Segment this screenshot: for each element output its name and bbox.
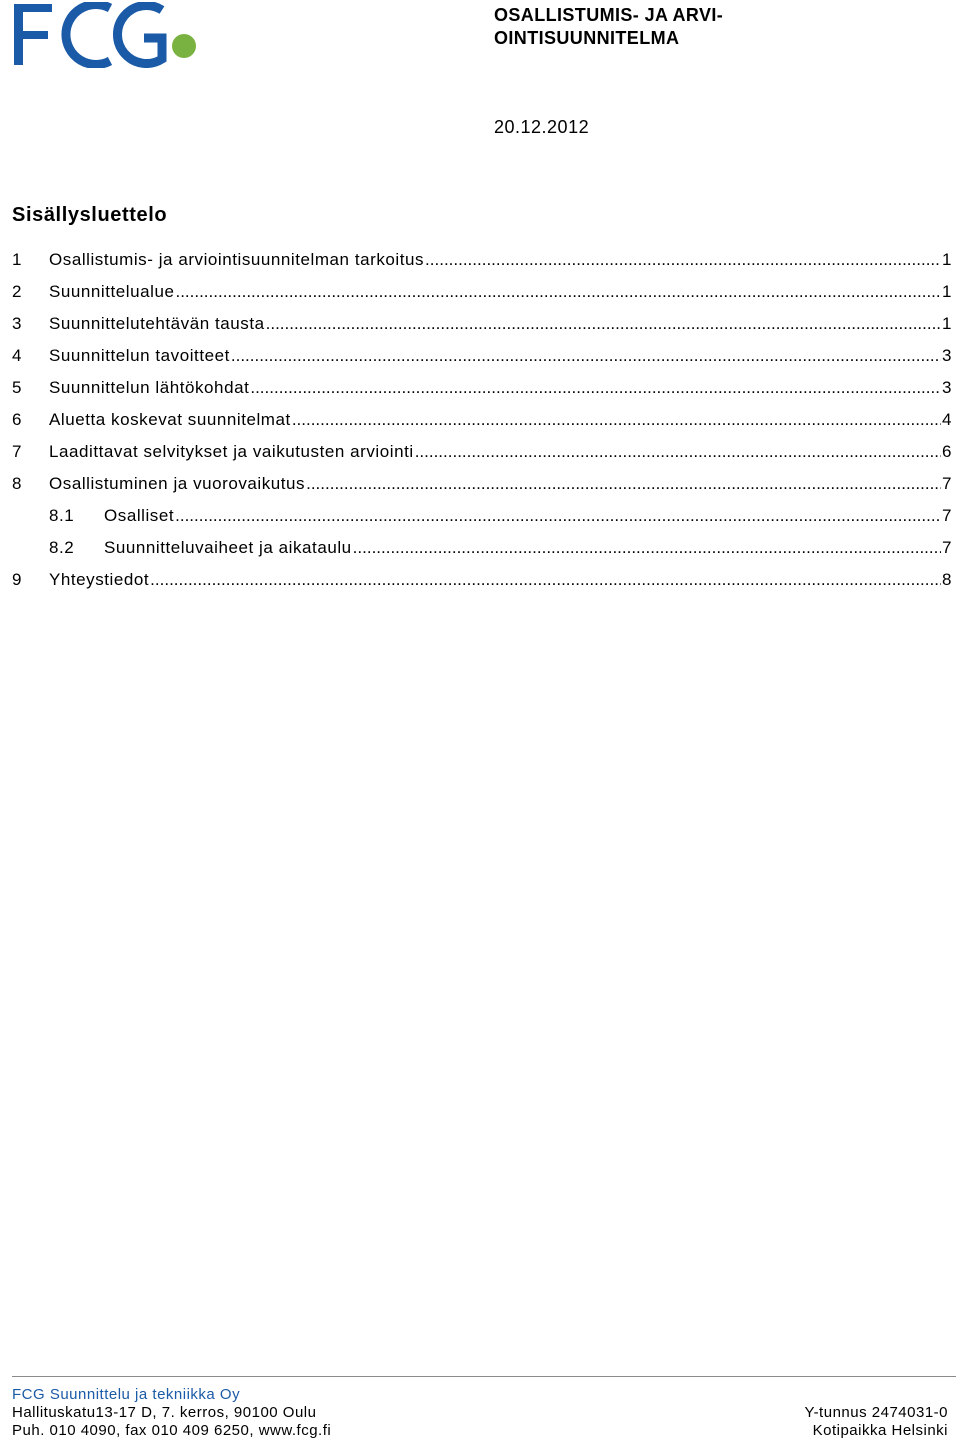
toc-leader-dots [306, 472, 941, 496]
document-title-line-1: OSALLISTUMIS- JA ARVI- [494, 5, 724, 25]
toc-label: Suunnittelualue [49, 282, 175, 301]
toc-label: Suunnitteluvaiheet ja aikataulu [104, 538, 352, 557]
toc-page-number: 1 [941, 250, 952, 269]
toc-label: Aluetta koskevat suunnitelmat [49, 410, 291, 429]
toc-page-number: 7 [941, 506, 952, 525]
toc-number: 7 [12, 442, 23, 461]
toc-number: 4 [12, 346, 23, 365]
toc-label: Suunnittelutehtävän tausta [49, 314, 265, 333]
toc-entry-2[interactable] [12, 280, 952, 312]
toc-number: 8.2 [49, 538, 75, 557]
footer-company-name: FCG Suunnittelu ja tekniikka Oy [12, 1386, 241, 1403]
toc-number: 3 [12, 314, 23, 333]
toc-label: Yhteystiedot [49, 570, 150, 589]
toc-leader-dots [415, 440, 941, 464]
toc-page-number: 3 [941, 378, 952, 397]
toc-entry-8[interactable] [12, 472, 952, 504]
toc-page-number: 4 [941, 410, 952, 429]
toc-page-number: 8 [941, 570, 952, 589]
toc-page-number: 6 [941, 442, 952, 461]
toc-number: 5 [12, 378, 23, 397]
footer-contact: Puh. 010 4090, fax 010 409 6250, www.fcg.fi [12, 1422, 332, 1439]
footer-divider [12, 1376, 956, 1377]
toc-entry-7[interactable] [12, 440, 952, 472]
document-title [494, 4, 794, 50]
toc-number: 9 [12, 570, 23, 589]
toc-leader-dots [292, 408, 941, 432]
toc-leader-dots [231, 344, 941, 368]
toc-entry-9[interactable] [12, 568, 952, 600]
toc-page-number: 1 [941, 282, 952, 301]
document-title-line-2: OINTISUUNNITELMA [494, 28, 680, 48]
toc-page-number: 7 [941, 538, 952, 557]
toc-leader-dots [266, 312, 941, 336]
toc-leader-dots [250, 376, 941, 400]
toc-label: Suunnittelun lähtökohdat [49, 378, 250, 397]
toc-label: Osalliset [104, 506, 175, 525]
toc-leader-dots [175, 280, 941, 304]
toc-leader-dots [150, 568, 941, 592]
toc-page-number: 7 [941, 474, 952, 493]
toc-entry-4[interactable] [12, 344, 952, 376]
footer-business-id: Y-tunnus 2474031-0 [804, 1404, 948, 1421]
toc-entry-1[interactable] [12, 248, 952, 280]
table-of-contents [12, 248, 952, 600]
toc-leader-dots [425, 248, 941, 272]
toc-label: Laadittavat selvitykset ja vaikutusten arviointi [49, 442, 414, 461]
toc-entry-5[interactable] [12, 376, 952, 408]
toc-entry-3[interactable] [12, 312, 952, 344]
toc-number: 8 [12, 474, 23, 493]
fcg-logo [12, 2, 202, 68]
toc-label: Osallistuminen ja vuorovaikutus [49, 474, 306, 493]
toc-number: 6 [12, 410, 23, 429]
footer-row-address [12, 1404, 948, 1422]
document-date: 20.12.2012 [494, 117, 590, 137]
toc-label: Osallistumis- ja arviointisuunnitelman tarkoitus [49, 250, 425, 269]
toc-entry-8-2[interactable] [12, 536, 952, 568]
footer-row-contact [12, 1422, 948, 1440]
toc-number: 1 [12, 250, 23, 269]
toc-number: 2 [12, 282, 23, 301]
toc-page-number: 1 [941, 314, 952, 333]
footer-address: Hallituskatu13-17 D, 7. kerros, 90100 Oulu [12, 1404, 317, 1421]
toc-entry-8-1[interactable] [12, 504, 952, 536]
toc-page-number: 3 [941, 346, 952, 365]
toc-leader-dots [175, 504, 941, 528]
toc-number: 8.1 [49, 506, 75, 525]
footer-domicile: Kotipaikka Helsinki [812, 1422, 948, 1439]
toc-label: Suunnittelun tavoitteet [49, 346, 230, 365]
page-footer [12, 1386, 948, 1440]
toc-leader-dots [353, 536, 941, 560]
toc-entry-6[interactable] [12, 408, 952, 440]
toc-heading: Sisällysluettelo [12, 204, 168, 226]
